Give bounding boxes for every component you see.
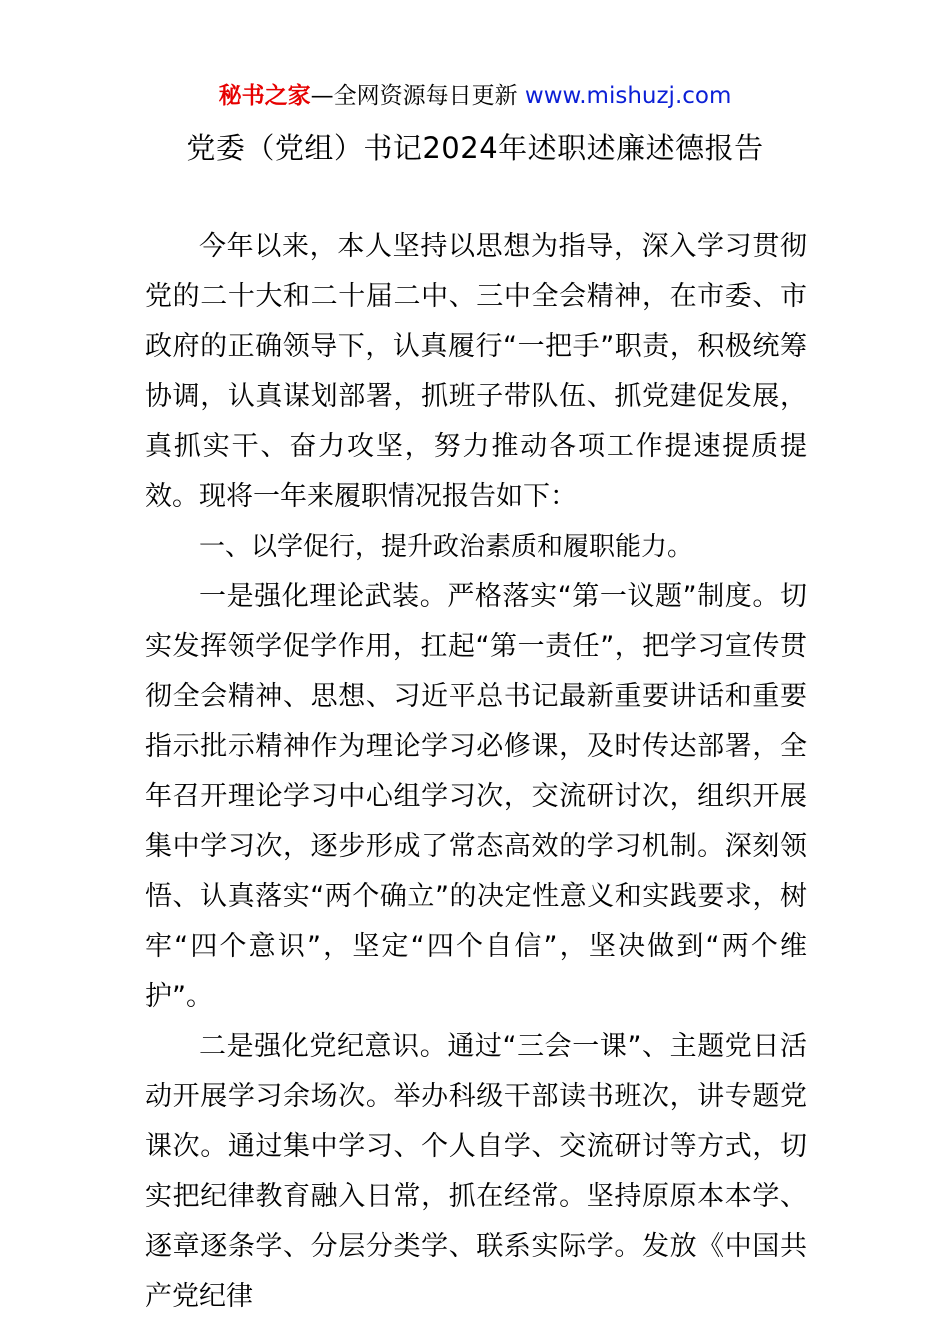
section-heading-1: 一、以学促行，提升政治素质和履职能力。 (199, 532, 694, 562)
site-header (0, 80, 950, 112)
paragraph-theory: 一是强化理论武装。严格落实“第一议题”制度。切实发挥领学促学作用，扛起“第一责任”，把学习宣传贯彻全会精神、思想、习近平总书记最新重要讲话和重要指示批示精神作为理论学习必修课，及时传达部署，全年召开理论学习中心组学习次，交流研讨次，组织开展集中学习次，逐步形成了常态高效的学习机制。深刻领悟、认真落实“两个确立”的决定性意义和实践要求，树牢“四个意识”，坚定“四个自信”，坚决做到“两个维护”。 (145, 581, 807, 1012)
document-body (145, 222, 807, 1322)
document-title: 党委（党组）书记2024年述职述廉述德报告 (186, 131, 764, 165)
paragraph-intro: 今年以来，本人坚持以思想为指导，深入学习贯彻党的二十大和二十届二中、三中全会精神，在市委、市政府的正确领导下，认真履行“一把手”职责，积极统筹协调，认真谋划部署，抓班子带队伍、抓党建促发展，真抓实干、奋力攻坚，努力推动各项工作提速提质提效。现将一年来履职情况报告如下： (145, 231, 807, 512)
website-link[interactable]: www.mishuzj.com (524, 83, 732, 109)
paragraph-discipline: 二是强化党纪意识。通过“三会一课”、主题党日活动开展学习余场次。举办科级干部读书班次，讲专题党课次。通过集中学习、个人自学、交流研讨等方式，切实把纪律教育融入日常，抓在经常。坚持原原本本学、逐章逐条学、分层分类学、联系实际学。发放《中国共产党纪律 (145, 1031, 807, 1312)
brand-name: 秘书之家 (218, 83, 311, 109)
header-tagline: —全网资源每日更新 (310, 83, 525, 109)
